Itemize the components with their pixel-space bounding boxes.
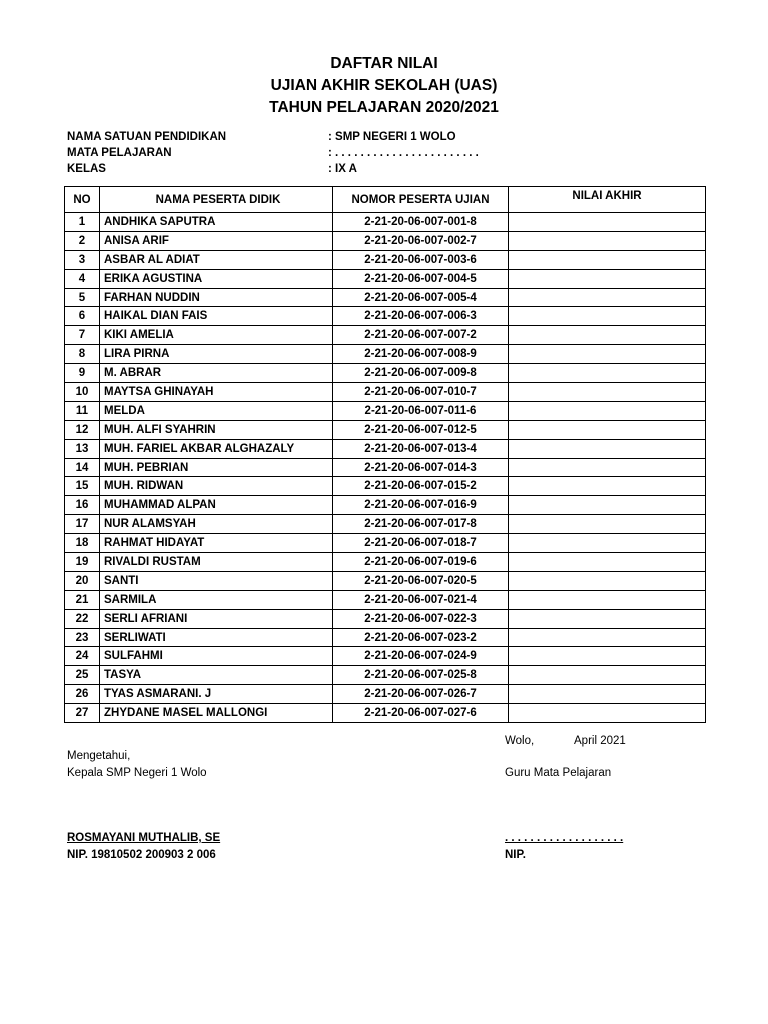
info-subject-value: : . . . . . . . . . . . . . . . . . . . . . . . bbox=[328, 147, 479, 159]
row-exam-number: 2-21-20-06-007-017-8 bbox=[333, 515, 509, 534]
table-row bbox=[65, 534, 706, 553]
table-row bbox=[65, 364, 706, 383]
row-no: 1 bbox=[65, 213, 100, 232]
principal-title: Kepala SMP Negeri 1 Wolo bbox=[67, 767, 207, 779]
row-grade bbox=[509, 458, 706, 477]
row-grade bbox=[509, 590, 706, 609]
table-row bbox=[65, 401, 706, 420]
teacher-title: Guru Mata Pelajaran bbox=[505, 767, 612, 779]
info-class-value: : IX A bbox=[328, 163, 357, 175]
date-line bbox=[505, 735, 626, 747]
row-name: ANDHIKA SAPUTRA bbox=[100, 213, 333, 232]
row-name: SARMILA bbox=[100, 590, 333, 609]
table-row bbox=[65, 250, 706, 269]
row-no: 19 bbox=[65, 553, 100, 572]
table-row bbox=[65, 439, 706, 458]
table-header-row bbox=[65, 187, 706, 213]
row-exam-number: 2-21-20-06-007-006-3 bbox=[333, 307, 509, 326]
row-grade bbox=[509, 477, 706, 496]
row-grade bbox=[509, 496, 706, 515]
row-no: 8 bbox=[65, 345, 100, 364]
table-row bbox=[65, 477, 706, 496]
row-grade bbox=[509, 420, 706, 439]
row-no: 3 bbox=[65, 250, 100, 269]
row-grade bbox=[509, 628, 706, 647]
row-exam-number: 2-21-20-06-007-014-3 bbox=[333, 458, 509, 477]
row-no: 26 bbox=[65, 685, 100, 704]
table-row bbox=[65, 666, 706, 685]
row-name: KIKI AMELIA bbox=[100, 326, 333, 345]
row-name: MAYTSA GHINAYAH bbox=[100, 383, 333, 402]
row-no: 23 bbox=[65, 628, 100, 647]
title-line-1: DAFTAR NILAI bbox=[330, 55, 438, 72]
row-grade bbox=[509, 213, 706, 232]
row-no: 5 bbox=[65, 288, 100, 307]
row-grade bbox=[509, 515, 706, 534]
table-row bbox=[65, 269, 706, 288]
row-no: 2 bbox=[65, 231, 100, 250]
row-no: 13 bbox=[65, 439, 100, 458]
row-exam-number: 2-21-20-06-007-022-3 bbox=[333, 609, 509, 628]
table-row bbox=[65, 496, 706, 515]
table-row bbox=[65, 288, 706, 307]
row-grade bbox=[509, 307, 706, 326]
row-exam-number: 2-21-20-06-007-007-2 bbox=[333, 326, 509, 345]
row-name: ERIKA AGUSTINA bbox=[100, 269, 333, 288]
row-name: HAIKAL DIAN FAIS bbox=[100, 307, 333, 326]
row-exam-number: 2-21-20-06-007-025-8 bbox=[333, 666, 509, 685]
table-row bbox=[65, 231, 706, 250]
date-text: April 2021 bbox=[574, 735, 626, 747]
table-row bbox=[65, 326, 706, 345]
row-grade bbox=[509, 685, 706, 704]
row-no: 21 bbox=[65, 590, 100, 609]
row-grade bbox=[509, 553, 706, 572]
column-header-grade: NILAI AKHIR bbox=[509, 187, 706, 213]
table-row bbox=[65, 704, 706, 723]
title-line-3: TAHUN PELAJARAN 2020/2021 bbox=[269, 99, 499, 116]
row-name: LIRA PIRNA bbox=[100, 345, 333, 364]
row-name: RIVALDI RUSTAM bbox=[100, 553, 333, 572]
teacher-nip: NIP. bbox=[505, 849, 526, 861]
row-name: SULFAHMI bbox=[100, 647, 333, 666]
row-name: MUH. PEBRIAN bbox=[100, 458, 333, 477]
table-row bbox=[65, 213, 706, 232]
row-no: 16 bbox=[65, 496, 100, 515]
table-row bbox=[65, 647, 706, 666]
table-row bbox=[65, 590, 706, 609]
column-header-name: NAMA PESERTA DIDIK bbox=[100, 187, 333, 213]
table-row bbox=[65, 458, 706, 477]
row-no: 14 bbox=[65, 458, 100, 477]
row-grade bbox=[509, 231, 706, 250]
table-row bbox=[65, 553, 706, 572]
info-class-label: KELAS bbox=[67, 163, 106, 175]
table-row bbox=[65, 345, 706, 364]
row-name: RAHMAT HIDAYAT bbox=[100, 534, 333, 553]
row-no: 20 bbox=[65, 571, 100, 590]
row-no: 12 bbox=[65, 420, 100, 439]
principal-nip: NIP. 19810502 200903 2 006 bbox=[67, 849, 216, 861]
row-grade bbox=[509, 439, 706, 458]
row-grade bbox=[509, 571, 706, 590]
row-exam-number: 2-21-20-06-007-011-6 bbox=[333, 401, 509, 420]
table-row bbox=[65, 609, 706, 628]
row-no: 10 bbox=[65, 383, 100, 402]
row-grade bbox=[509, 401, 706, 420]
column-header-no: NO bbox=[65, 187, 100, 213]
row-grade bbox=[509, 647, 706, 666]
row-grade bbox=[509, 534, 706, 553]
row-grade bbox=[509, 250, 706, 269]
row-name: ZHYDANE MASEL MALLONGI bbox=[100, 704, 333, 723]
row-grade bbox=[509, 345, 706, 364]
row-grade bbox=[509, 269, 706, 288]
row-name: MUH. RIDWAN bbox=[100, 477, 333, 496]
info-school-label: NAMA SATUAN PENDIDIKAN bbox=[67, 131, 227, 143]
table-row bbox=[65, 383, 706, 402]
row-grade bbox=[509, 326, 706, 345]
row-no: 24 bbox=[65, 647, 100, 666]
table-row bbox=[65, 307, 706, 326]
row-exam-number: 2-21-20-06-007-009-8 bbox=[333, 364, 509, 383]
row-exam-number: 2-21-20-06-007-008-9 bbox=[333, 345, 509, 364]
row-name: MUHAMMAD ALPAN bbox=[100, 496, 333, 515]
row-exam-number: 2-21-20-06-007-001-8 bbox=[333, 213, 509, 232]
row-name: ASBAR AL ADIAT bbox=[100, 250, 333, 269]
row-grade bbox=[509, 609, 706, 628]
row-name: TASYA bbox=[100, 666, 333, 685]
table-row bbox=[65, 515, 706, 534]
row-name: MUH. FARIEL AKBAR ALGHAZALY bbox=[100, 439, 333, 458]
row-exam-number: 2-21-20-06-007-027-6 bbox=[333, 704, 509, 723]
row-grade bbox=[509, 288, 706, 307]
row-name: MUH. ALFI SYAHRIN bbox=[100, 420, 333, 439]
row-exam-number: 2-21-20-06-007-016-9 bbox=[333, 496, 509, 515]
row-exam-number: 2-21-20-06-007-010-7 bbox=[333, 383, 509, 402]
row-name: SANTI bbox=[100, 571, 333, 590]
row-exam-number: 2-21-20-06-007-004-5 bbox=[333, 269, 509, 288]
row-no: 27 bbox=[65, 704, 100, 723]
row-no: 17 bbox=[65, 515, 100, 534]
table-row bbox=[65, 571, 706, 590]
row-grade bbox=[509, 383, 706, 402]
row-name: SERLIWATI bbox=[100, 628, 333, 647]
grades-table bbox=[64, 186, 706, 723]
row-exam-number: 2-21-20-06-007-002-7 bbox=[333, 231, 509, 250]
row-no: 15 bbox=[65, 477, 100, 496]
row-name: M. ABRAR bbox=[100, 364, 333, 383]
row-exam-number: 2-21-20-06-007-023-2 bbox=[333, 628, 509, 647]
row-grade bbox=[509, 704, 706, 723]
acknowledged-text: Mengetahui, bbox=[67, 750, 131, 762]
row-exam-number: 2-21-20-06-007-021-4 bbox=[333, 590, 509, 609]
teacher-name: . . . . . . . . . . . . . . . . . . . bbox=[505, 832, 624, 844]
row-grade bbox=[509, 364, 706, 383]
row-exam-number: 2-21-20-06-007-003-6 bbox=[333, 250, 509, 269]
row-no: 4 bbox=[65, 269, 100, 288]
row-exam-number: 2-21-20-06-007-024-9 bbox=[333, 647, 509, 666]
row-no: 11 bbox=[65, 401, 100, 420]
row-name: NUR ALAMSYAH bbox=[100, 515, 333, 534]
row-exam-number: 2-21-20-06-007-026-7 bbox=[333, 685, 509, 704]
column-header-number: NOMOR PESERTA UJIAN bbox=[333, 187, 509, 213]
row-no: 6 bbox=[65, 307, 100, 326]
row-no: 18 bbox=[65, 534, 100, 553]
place-text: Wolo, bbox=[505, 735, 535, 747]
row-name: TYAS ASMARANI. J bbox=[100, 685, 333, 704]
row-exam-number: 2-21-20-06-007-020-5 bbox=[333, 571, 509, 590]
principal-name: ROSMAYANI MUTHALIB, SE bbox=[67, 832, 221, 844]
row-exam-number: 2-21-20-06-007-013-4 bbox=[333, 439, 509, 458]
row-name: ANISA ARIF bbox=[100, 231, 333, 250]
row-no: 7 bbox=[65, 326, 100, 345]
row-exam-number: 2-21-20-06-007-015-2 bbox=[333, 477, 509, 496]
table-row bbox=[65, 685, 706, 704]
table-row bbox=[65, 628, 706, 647]
row-name: FARHAN NUDDIN bbox=[100, 288, 333, 307]
table-row bbox=[65, 420, 706, 439]
info-subject-label: MATA PELAJARAN bbox=[67, 147, 172, 159]
row-exam-number: 2-21-20-06-007-019-6 bbox=[333, 553, 509, 572]
row-name: SERLI AFRIANI bbox=[100, 609, 333, 628]
row-exam-number: 2-21-20-06-007-018-7 bbox=[333, 534, 509, 553]
row-grade bbox=[509, 666, 706, 685]
row-exam-number: 2-21-20-06-007-012-5 bbox=[333, 420, 509, 439]
row-no: 22 bbox=[65, 609, 100, 628]
row-no: 9 bbox=[65, 364, 100, 383]
row-exam-number: 2-21-20-06-007-005-4 bbox=[333, 288, 509, 307]
row-name: MELDA bbox=[100, 401, 333, 420]
info-school-value: : SMP NEGERI 1 WOLO bbox=[328, 131, 456, 143]
title-line-2: UJIAN AKHIR SEKOLAH (UAS) bbox=[270, 77, 498, 94]
row-no: 25 bbox=[65, 666, 100, 685]
